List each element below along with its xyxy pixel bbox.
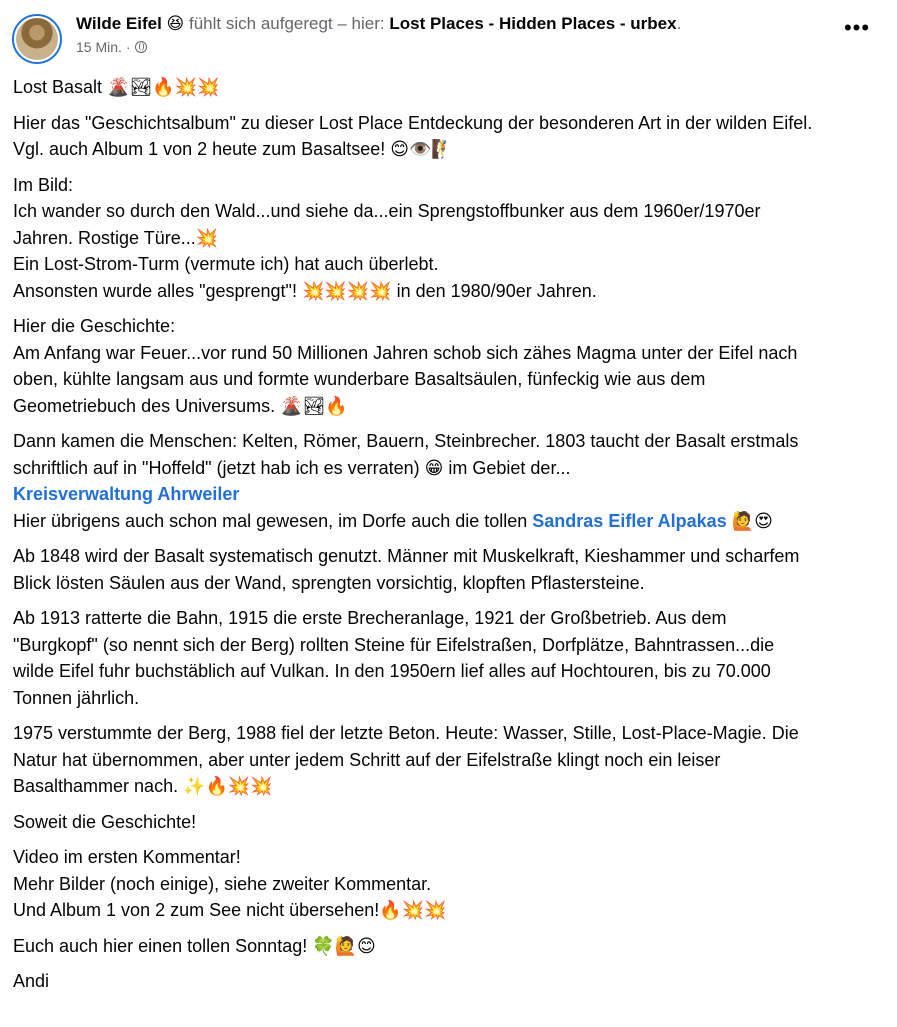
text-line: Euch auch hier einen tollen Sonntag! 🍀🙋😊: [13, 935, 376, 956]
paragraph-1913: [13, 605, 887, 711]
post-header-text: [76, 12, 681, 36]
paragraph-video: [13, 844, 887, 924]
text-line: Dann kamen die Menschen: Kelten, Römer, Bauern, Steinbrecher. 1803 taucht der Basalt erstmals: [13, 431, 799, 451]
text-line: Natur hat übernommen, aber unter jedem Schritt auf der Eifelstraße klingt noch ein leiser: [13, 749, 721, 770]
text-line: Im Bild:: [13, 174, 74, 195]
alpaka-pre-text: Hier übrigens auch schon mal gewesen, im Dorfe auch die tollen: [13, 510, 533, 531]
alpaka-post-text: 🙋😍: [726, 510, 773, 531]
paragraph-im-bild: [13, 172, 887, 305]
signature: [13, 968, 887, 995]
paragraph-1975: [13, 720, 887, 800]
meta-separator: ·: [125, 39, 131, 55]
alpaka-line: [13, 508, 887, 535]
title-line: Lost Basalt 🌋🏞🔥💥💥: [13, 77, 220, 97]
post-body: [13, 74, 887, 1004]
feeling-emoji: 😆: [166, 14, 185, 34]
paragraph-1848: [13, 543, 887, 596]
text-line: Hier das "Geschichtsalbum" zu dieser Lost Place Entdeckung der besonderen Art in der wilden Eifel.: [13, 112, 813, 133]
mention-line: [13, 481, 887, 508]
text-line: Video im ersten Kommentar!: [13, 847, 241, 867]
paragraph-soweit: [13, 809, 887, 836]
avatar[interactable]: [12, 14, 62, 64]
text-line: Geometriebuch des Universums. 🌋🏞🔥: [13, 395, 348, 416]
text-line: 1975 verstummte der Berg, 1988 fiel der letzte Beton. Heute: Wasser, Stille, Lost-Place-Magie. Die: [13, 723, 799, 743]
text-line: Hier die Geschichte:: [13, 316, 176, 336]
author-name[interactable]: Wilde Eifel: [76, 14, 162, 33]
text-line: Blick lösten Säulen aus der Wand, sprengten vorsichtig, klopften Pflastersteine.: [13, 572, 645, 593]
text-line: Ab 1913 ratterte die Bahn, 1915 die erste Brecheranlage, 1921 der Großbetrieb. Aus dem: [13, 608, 727, 628]
paragraph-menschen: [13, 428, 887, 534]
avatar-image: [16, 18, 58, 60]
text-line: Ich wander so durch den Wald...und siehe da...ein Sprengstoffbunker aus dem 1960er/1970er: [13, 201, 761, 221]
text-line: Und Album 1 von 2 zum See nicht übersehen!🔥💥💥: [13, 900, 447, 920]
mention-kreisverwaltung-link[interactable]: Kreisverwaltung Ahrweiler: [13, 484, 240, 504]
more-options-button[interactable]: •••: [843, 15, 871, 40]
text-line: "Burgkopf" (so nennt sich der Berg) rollten Steine für Eifelstraßen, Dorfplätze, Bahntrassen...die: [13, 634, 775, 655]
globe-icon[interactable]: [135, 41, 147, 53]
text-line: Tonnen jährlich.: [13, 687, 140, 708]
post-header: [12, 10, 885, 60]
text-line: Ab 1848 wird der Basalt systematisch genutzt. Männer mit Muskelkraft, Kieshammer und scharfem: [13, 546, 800, 566]
paragraph-intro: [13, 110, 887, 163]
mention-alpakas-link[interactable]: Sandras Eifler Alpakas: [532, 510, 727, 531]
paragraph-geschichte: [13, 313, 887, 419]
text-line: Am Anfang war Feuer...vor rund 50 Millionen Jahren schob sich zähes Magma unter der Eifel nach: [13, 342, 798, 363]
group-name[interactable]: Lost Places - Hidden Places - urbex: [389, 14, 677, 33]
post-time[interactable]: 15 Min.: [76, 39, 122, 55]
text-line: oben, kühlte langsam aus und formte wunderbare Basaltsäulen, fünfeckig wie aus dem: [13, 369, 706, 389]
text-line: Vgl. auch Album 1 von 2 heute zum Basaltsee! 😊👁️🧗: [13, 139, 454, 159]
text-line: Jahren. Rostige Türe...💥: [13, 227, 219, 248]
post-title: [13, 74, 887, 101]
text-line: Ein Lost-Strom-Turm (vermute ich) hat auch überlebt.: [13, 254, 439, 274]
text-line: schriftlich auf in "Hoffeld" (jetzt hab ich es verraten) 😁 im Gebiet der...: [13, 457, 571, 478]
post-meta: [76, 39, 147, 55]
text-line: Mehr Bilder (noch einige), siehe zweiter Kommentar.: [13, 873, 432, 894]
feeling-text: fühlt sich aufgeregt – hier:: [184, 14, 390, 33]
text-line: Ansonsten wurde alles "gesprengt"! 💥💥💥💥 in den 1980/90er Jahren.: [13, 280, 597, 301]
text-line: wilde Eifel fuhr buchstäblich auf Vulkan. In den 1950ern lief alles auf Hochtouren, bis zu 70.000: [13, 661, 771, 681]
signature-text: Andi: [13, 971, 50, 991]
text-line: Basalthammer nach. ✨🔥💥💥: [13, 776, 273, 796]
group-suffix: .: [676, 14, 682, 33]
text-line: Soweit die Geschichte!: [13, 811, 197, 832]
paragraph-sonntag: [13, 933, 887, 960]
